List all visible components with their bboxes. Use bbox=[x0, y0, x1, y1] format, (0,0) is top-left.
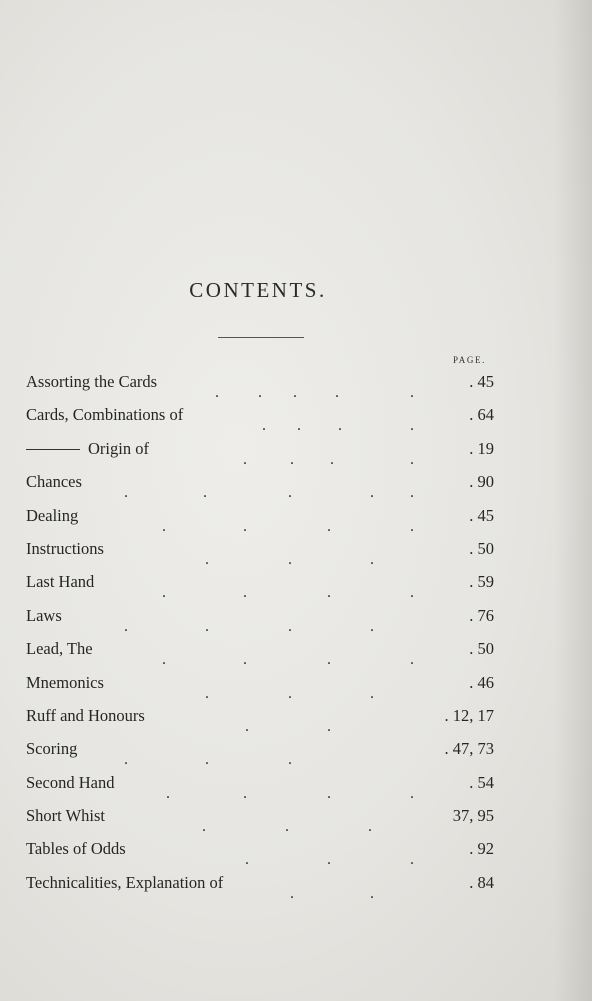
leader-dot: . bbox=[258, 384, 262, 401]
leader-dot: . bbox=[290, 450, 294, 468]
leader-dot: . bbox=[285, 818, 289, 836]
entry-label: Dealing bbox=[26, 505, 79, 525]
contents-entry bbox=[0, 401, 592, 434]
entry-page-number: . 76 bbox=[469, 605, 494, 625]
contents-entry bbox=[0, 669, 592, 702]
leader-dots bbox=[112, 468, 452, 502]
entry-label: Lead, The bbox=[26, 639, 93, 659]
leader-dot: . bbox=[288, 484, 292, 502]
leader-dots bbox=[112, 568, 452, 602]
leader-dot: . bbox=[162, 517, 166, 535]
leader-dot: . bbox=[162, 651, 166, 669]
contents-entry bbox=[0, 735, 592, 768]
entry-page-number: . 46 bbox=[469, 672, 494, 692]
leader-dot: . bbox=[327, 584, 331, 602]
leader-dots bbox=[112, 368, 452, 401]
contents-title: CONTENTS. bbox=[189, 278, 327, 302]
leader-dot: . bbox=[327, 517, 331, 535]
entry-label: Short Whist bbox=[26, 806, 105, 826]
leader-dot: . bbox=[124, 617, 128, 635]
entry-page-number: . 90 bbox=[469, 472, 494, 492]
entry-label: Cards, Combinations of bbox=[26, 405, 184, 425]
entry-page-number: . 54 bbox=[469, 772, 494, 792]
leader-dot: . bbox=[338, 417, 342, 435]
contents-entry bbox=[0, 769, 592, 802]
leader-dot: . bbox=[370, 484, 374, 502]
leader-dot: . bbox=[205, 684, 209, 702]
leader-dots bbox=[112, 835, 452, 869]
entry-page-number: . 50 bbox=[469, 639, 494, 659]
entry-page-number: . 12, 17 bbox=[444, 705, 494, 725]
leader-dot: . bbox=[410, 517, 414, 535]
leader-dot: . bbox=[330, 450, 334, 468]
contents-entry bbox=[0, 869, 592, 902]
leader-dot: . bbox=[293, 384, 297, 401]
entry-label: Second Hand bbox=[26, 772, 115, 792]
leader-dot: . bbox=[410, 651, 414, 669]
leader-dot: . bbox=[243, 651, 247, 669]
leader-dot: . bbox=[245, 717, 249, 735]
page-column-heading: PAGE. bbox=[453, 355, 486, 365]
entry-page-number: . 64 bbox=[469, 405, 494, 425]
leader-dot: . bbox=[243, 517, 247, 535]
entry-label: Ruff and Honours bbox=[26, 705, 145, 725]
leader-dots bbox=[112, 502, 452, 535]
leader-dot: . bbox=[124, 751, 128, 769]
leader-dot: . bbox=[327, 717, 331, 735]
leader-dot: . bbox=[410, 484, 414, 502]
leader-dot: . bbox=[290, 884, 294, 902]
leader-dot: . bbox=[243, 450, 247, 468]
entry-page-number: . 84 bbox=[469, 872, 494, 892]
title-rule bbox=[218, 337, 304, 338]
leader-dot: . bbox=[243, 784, 247, 802]
leader-dot: . bbox=[205, 617, 209, 635]
contents-entry bbox=[0, 568, 592, 601]
leader-dot: . bbox=[205, 550, 209, 568]
entry-label: Scoring bbox=[26, 739, 78, 759]
leader-dot: . bbox=[215, 384, 219, 401]
leader-dot: . bbox=[410, 384, 414, 401]
contents-entry bbox=[0, 802, 592, 835]
leader-dots bbox=[112, 535, 452, 568]
entry-label: Technicalities, Explanation of bbox=[26, 872, 224, 892]
entry-label: Tables of Odds bbox=[26, 839, 126, 859]
leader-dots bbox=[112, 602, 452, 635]
entry-label bbox=[26, 439, 149, 459]
leader-dot: . bbox=[370, 684, 374, 702]
leader-dot: . bbox=[370, 550, 374, 568]
contents-entry bbox=[0, 602, 592, 635]
contents-entry bbox=[0, 468, 592, 501]
leader-dot: . bbox=[288, 550, 292, 568]
leader-dot: . bbox=[335, 384, 339, 401]
leader-dot: . bbox=[368, 818, 372, 836]
contents-entry bbox=[0, 835, 592, 868]
entry-page-number: . 47, 73 bbox=[444, 739, 494, 759]
leader-dots bbox=[112, 702, 452, 735]
entry-label: Last Hand bbox=[26, 572, 95, 592]
contents-entry bbox=[0, 368, 592, 401]
leader-dot: . bbox=[327, 851, 331, 869]
entry-label: Assorting the Cards bbox=[26, 372, 158, 391]
contents-entry bbox=[0, 435, 592, 468]
leader-dot: . bbox=[410, 584, 414, 602]
leader-dot: . bbox=[297, 417, 301, 435]
contents-entry bbox=[0, 502, 592, 535]
entry-label: Laws bbox=[26, 605, 62, 625]
entry-page-number: . 45 bbox=[469, 505, 494, 525]
contents-entry bbox=[0, 535, 592, 568]
leader-dot: . bbox=[124, 484, 128, 502]
leader-dot: . bbox=[327, 651, 331, 669]
leader-dots bbox=[112, 435, 452, 468]
leader-dots bbox=[112, 669, 452, 702]
leader-dot: . bbox=[202, 818, 206, 836]
leader-dot: . bbox=[410, 784, 414, 802]
contents-entry bbox=[0, 635, 592, 668]
entry-label: Chances bbox=[26, 472, 82, 492]
entry-page-number: 37, 95 bbox=[452, 806, 494, 826]
entry-page-number: . 45 bbox=[469, 372, 494, 391]
leader-dot: . bbox=[288, 684, 292, 702]
leader-dot: . bbox=[370, 617, 374, 635]
contents-list bbox=[0, 368, 592, 902]
leader-dot: . bbox=[288, 617, 292, 635]
leader-dot: . bbox=[288, 751, 292, 769]
leader-dots bbox=[112, 635, 452, 669]
entry-label-text: Origin of bbox=[88, 438, 149, 458]
leader-dot: . bbox=[243, 584, 247, 602]
leader-dot: . bbox=[410, 851, 414, 869]
leader-dot: . bbox=[410, 417, 414, 435]
ditto-dash bbox=[26, 449, 80, 450]
leader-dot: . bbox=[262, 417, 266, 435]
leader-dots bbox=[112, 802, 452, 836]
leader-dot: . bbox=[203, 484, 207, 502]
entry-page-number: . 50 bbox=[469, 538, 494, 558]
leader-dot: . bbox=[205, 751, 209, 769]
leader-dots bbox=[112, 769, 452, 802]
leader-dots bbox=[112, 735, 452, 769]
contents-entry bbox=[0, 702, 592, 735]
entry-page-number: . 92 bbox=[469, 839, 494, 859]
entry-page-number: . 59 bbox=[469, 572, 494, 592]
leader-dot: . bbox=[410, 450, 414, 468]
entry-label: Instructions bbox=[26, 538, 104, 558]
leader-dot: . bbox=[327, 784, 331, 802]
entry-page-number: . 19 bbox=[469, 438, 494, 458]
leader-dot: . bbox=[162, 584, 166, 602]
leader-dot: . bbox=[245, 851, 249, 869]
leader-dot: . bbox=[166, 784, 170, 802]
entry-label: Mnemonics bbox=[26, 672, 104, 692]
leader-dot: . bbox=[370, 884, 374, 902]
